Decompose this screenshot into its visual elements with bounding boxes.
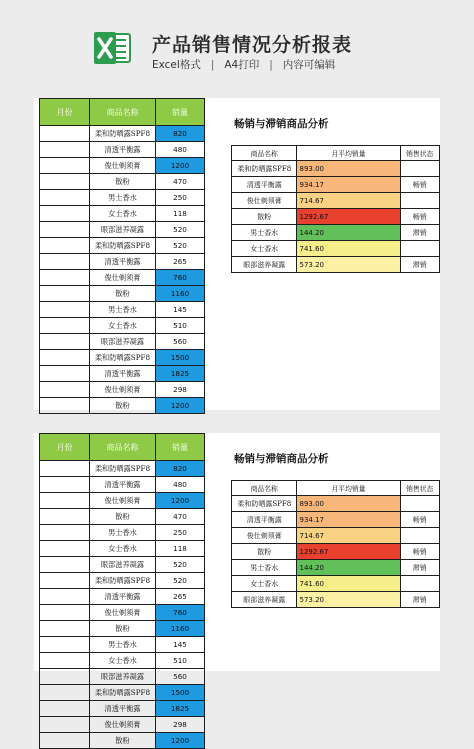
month-cell: [40, 685, 90, 701]
sales-cell: 760: [156, 270, 205, 286]
table-row: [40, 589, 205, 605]
table-row: [40, 302, 205, 318]
table-row: [232, 177, 440, 193]
product-cell: 散粉: [90, 733, 156, 749]
column-header: 销量: [156, 434, 205, 461]
product-cell: 清透平衡露: [90, 366, 156, 382]
sales-cell: 510: [156, 318, 205, 334]
product-cell: 柔和防晒露SPF8: [90, 350, 156, 366]
table-row: [40, 461, 205, 477]
table-row: [40, 286, 205, 302]
sales-cell: 265: [156, 254, 205, 270]
month-cell: [40, 318, 90, 334]
average-sales-cell: 573.20: [297, 257, 400, 273]
month-cell: [40, 637, 90, 653]
month-cell: [40, 653, 90, 669]
table-row: [40, 477, 205, 493]
month-cell: [40, 302, 90, 318]
paper-label: A4打印: [224, 59, 260, 71]
sales-cell: 560: [156, 334, 205, 350]
table-header-row: [40, 434, 205, 461]
product-cell: 俊仕剃须膏: [90, 270, 156, 286]
analysis-table: [231, 145, 440, 273]
product-cell: 男士香水: [232, 560, 297, 576]
table-row: [40, 398, 205, 414]
sales-cell: 520: [156, 238, 205, 254]
table-row: [232, 209, 440, 225]
sales-table: [39, 98, 205, 414]
product-cell: 男士香水: [90, 302, 156, 318]
month-cell: [40, 605, 90, 621]
table-row: [40, 254, 205, 270]
status-cell: 畅销: [400, 209, 439, 225]
product-cell: 男士香水: [232, 225, 297, 241]
month-cell: [40, 238, 90, 254]
status-cell: 滞销: [400, 225, 439, 241]
average-sales-cell: 144.20: [297, 225, 400, 241]
sales-cell: 145: [156, 637, 205, 653]
table-row: [232, 161, 440, 177]
month-cell: [40, 334, 90, 350]
table-row: [232, 528, 440, 544]
table-row: [40, 669, 205, 685]
product-cell: 俊仕剃须膏: [90, 382, 156, 398]
month-cell: [40, 222, 90, 238]
table-row: [40, 382, 205, 398]
sales-cell: 470: [156, 174, 205, 190]
sales-cell: 118: [156, 206, 205, 222]
product-cell: 柔和防晒露SPF8: [232, 496, 297, 512]
product-cell: 散粉: [90, 174, 156, 190]
column-header: 月份: [40, 434, 90, 461]
table-row: [40, 158, 205, 174]
excel-icon: [92, 28, 132, 68]
status-cell: 畅销: [400, 177, 439, 193]
sales-cell: 298: [156, 717, 205, 733]
sales-cell: 760: [156, 605, 205, 621]
table-row: [40, 126, 205, 142]
column-header: 销售状态: [400, 481, 439, 496]
product-cell: 清透平衡露: [90, 701, 156, 717]
month-cell: [40, 621, 90, 637]
table-row: [232, 544, 440, 560]
status-cell: [400, 576, 439, 592]
table-row: [40, 493, 205, 509]
table-row: [40, 222, 205, 238]
month-cell: [40, 206, 90, 222]
product-cell: 散粉: [90, 286, 156, 302]
product-cell: 男士香水: [90, 190, 156, 206]
table-row: [40, 350, 205, 366]
month-cell: [40, 174, 90, 190]
month-cell: [40, 477, 90, 493]
sales-cell: 820: [156, 461, 205, 477]
product-cell: 眼部滋养凝露: [232, 257, 297, 273]
sales-cell: 1200: [156, 158, 205, 174]
status-cell: [400, 496, 439, 512]
table-row: [40, 318, 205, 334]
analysis-table: [231, 480, 440, 608]
month-cell: [40, 701, 90, 717]
product-cell: 俊仕剃须膏: [232, 528, 297, 544]
status-cell: [400, 528, 439, 544]
status-cell: 滞销: [400, 257, 439, 273]
average-sales-cell: 934.17: [297, 177, 400, 193]
sales-cell: 480: [156, 477, 205, 493]
month-cell: [40, 461, 90, 477]
table-row: [40, 557, 205, 573]
product-cell: 清透平衡露: [90, 254, 156, 270]
month-cell: [40, 509, 90, 525]
average-sales-cell: 1292.67: [297, 544, 400, 560]
product-cell: 俊仕剃须膏: [90, 493, 156, 509]
sales-cell: 1160: [156, 286, 205, 302]
sales-cell: 1825: [156, 366, 205, 382]
table-row: [40, 270, 205, 286]
page-title: 产品销售情况分析报表: [152, 34, 353, 56]
sales-cell: 510: [156, 653, 205, 669]
table-row: [40, 190, 205, 206]
product-cell: 女士香水: [90, 318, 156, 334]
product-cell: 散粉: [90, 398, 156, 414]
table-header-row: [40, 99, 205, 126]
month-cell: [40, 350, 90, 366]
sales-cell: 265: [156, 589, 205, 605]
sales-cell: 520: [156, 222, 205, 238]
table-row: [40, 366, 205, 382]
sales-cell: 1500: [156, 685, 205, 701]
table-row: [40, 685, 205, 701]
analysis-title: 畅销与滞销商品分析: [234, 118, 329, 130]
column-header: 商品名称: [90, 434, 156, 461]
average-sales-cell: 714.67: [297, 528, 400, 544]
table-row: [40, 733, 205, 749]
sales-cell: 520: [156, 557, 205, 573]
product-cell: 女士香水: [90, 541, 156, 557]
table-row: [40, 573, 205, 589]
product-cell: 柔和防晒露SPF8: [90, 573, 156, 589]
product-cell: 眼部滋养凝露: [90, 222, 156, 238]
month-cell: [40, 669, 90, 685]
average-sales-cell: 934.17: [297, 512, 400, 528]
product-cell: 散粉: [90, 509, 156, 525]
product-cell: 清透平衡露: [90, 142, 156, 158]
table-row: [40, 637, 205, 653]
month-cell: [40, 557, 90, 573]
page-header: [0, 0, 474, 82]
table-row: [232, 193, 440, 209]
table-row: [40, 541, 205, 557]
average-sales-cell: 714.67: [297, 193, 400, 209]
table-row: [232, 592, 440, 608]
product-cell: 柔和防晒露SPF8: [90, 461, 156, 477]
product-cell: 女士香水: [232, 241, 297, 257]
sales-cell: 560: [156, 669, 205, 685]
column-header: 商品名称: [232, 146, 297, 161]
product-cell: 俊仕剃须膏: [90, 605, 156, 621]
sales-table: [39, 433, 205, 749]
product-cell: 柔和防晒露SPF8: [90, 126, 156, 142]
sales-cell: 118: [156, 541, 205, 557]
sales-cell: 1200: [156, 398, 205, 414]
editable-label: 内容可编辑: [282, 59, 336, 71]
sales-cell: 470: [156, 509, 205, 525]
table-row: [40, 701, 205, 717]
table-row: [232, 496, 440, 512]
product-cell: 眼部滋养凝露: [90, 557, 156, 573]
product-cell: 散粉: [232, 544, 297, 560]
month-cell: [40, 493, 90, 509]
product-cell: 散粉: [232, 209, 297, 225]
product-cell: 眼部滋养凝露: [232, 592, 297, 608]
column-header: 月平均销量: [297, 481, 400, 496]
month-cell: [40, 398, 90, 414]
table-row: [40, 525, 205, 541]
product-cell: 散粉: [90, 621, 156, 637]
product-cell: 俊仕剃须膏: [90, 158, 156, 174]
sales-cell: 250: [156, 190, 205, 206]
table-row: [232, 560, 440, 576]
status-cell: 滞销: [400, 560, 439, 576]
table-row: [40, 653, 205, 669]
sales-cell: 1825: [156, 701, 205, 717]
sales-cell: 250: [156, 525, 205, 541]
column-header: 月平均销量: [297, 146, 400, 161]
column-header: 商品名称: [90, 99, 156, 126]
analysis-title: 畅销与滞销商品分析: [234, 453, 329, 465]
product-cell: 眼部滋养凝露: [90, 334, 156, 350]
sheet-preview-1: [34, 98, 440, 410]
average-sales-cell: 144.20: [297, 560, 400, 576]
month-cell: [40, 142, 90, 158]
status-cell: [400, 241, 439, 257]
table-row: [232, 576, 440, 592]
month-cell: [40, 158, 90, 174]
table-row: [232, 257, 440, 273]
table-row: [232, 225, 440, 241]
month-cell: [40, 733, 90, 749]
product-cell: 清透平衡露: [90, 589, 156, 605]
table-row: [232, 512, 440, 528]
product-cell: 男士香水: [90, 637, 156, 653]
table-row: [40, 605, 205, 621]
average-sales-cell: 741.60: [297, 241, 400, 257]
month-cell: [40, 541, 90, 557]
status-cell: 畅销: [400, 544, 439, 560]
table-row: [40, 206, 205, 222]
product-cell: 女士香水: [90, 206, 156, 222]
sales-cell: 1160: [156, 621, 205, 637]
month-cell: [40, 589, 90, 605]
table-header-row: [232, 146, 440, 161]
separator: |: [210, 59, 215, 71]
product-cell: 柔和防晒露SPF8: [90, 685, 156, 701]
sales-cell: 145: [156, 302, 205, 318]
sheet-preview-2: [34, 433, 440, 745]
sales-cell: 820: [156, 126, 205, 142]
month-cell: [40, 254, 90, 270]
sales-cell: 298: [156, 382, 205, 398]
table-row: [40, 142, 205, 158]
format-label: Excel格式: [152, 59, 201, 71]
product-cell: 女士香水: [232, 576, 297, 592]
month-cell: [40, 382, 90, 398]
table-header-row: [232, 481, 440, 496]
status-cell: [400, 193, 439, 209]
sales-cell: 480: [156, 142, 205, 158]
table-row: [232, 241, 440, 257]
product-cell: 男士香水: [90, 525, 156, 541]
table-row: [40, 334, 205, 350]
product-cell: 柔和防晒露SPF8: [232, 161, 297, 177]
month-cell: [40, 270, 90, 286]
sales-cell: 1500: [156, 350, 205, 366]
status-cell: [400, 161, 439, 177]
average-sales-cell: 893.00: [297, 161, 400, 177]
separator: |: [269, 59, 273, 71]
average-sales-cell: 1292.67: [297, 209, 400, 225]
product-cell: 眼部滋养凝露: [90, 669, 156, 685]
status-cell: 滞销: [400, 592, 439, 608]
month-cell: [40, 126, 90, 142]
product-cell: 俊仕剃须膏: [90, 717, 156, 733]
product-cell: 清透平衡露: [232, 177, 297, 193]
average-sales-cell: 573.20: [297, 592, 400, 608]
column-header: 销售状态: [400, 146, 439, 161]
column-header: 销量: [156, 99, 205, 126]
column-header: 月份: [40, 99, 90, 126]
month-cell: [40, 717, 90, 733]
product-cell: 女士香水: [90, 653, 156, 669]
status-cell: 畅销: [400, 512, 439, 528]
month-cell: [40, 190, 90, 206]
product-cell: 俊仕剃须膏: [232, 193, 297, 209]
table-row: [40, 509, 205, 525]
product-cell: 清透平衡露: [90, 477, 156, 493]
sales-cell: 520: [156, 573, 205, 589]
table-row: [40, 174, 205, 190]
average-sales-cell: 741.60: [297, 576, 400, 592]
column-header: 商品名称: [232, 481, 297, 496]
table-row: [40, 717, 205, 733]
month-cell: [40, 525, 90, 541]
sales-cell: 1200: [156, 733, 205, 749]
month-cell: [40, 286, 90, 302]
table-row: [40, 621, 205, 637]
product-cell: 清透平衡露: [232, 512, 297, 528]
average-sales-cell: 893.00: [297, 496, 400, 512]
table-row: [40, 238, 205, 254]
page-subtitle: [152, 57, 335, 72]
product-cell: 柔和防晒露SPF8: [90, 238, 156, 254]
month-cell: [40, 366, 90, 382]
sales-cell: 1200: [156, 493, 205, 509]
month-cell: [40, 573, 90, 589]
